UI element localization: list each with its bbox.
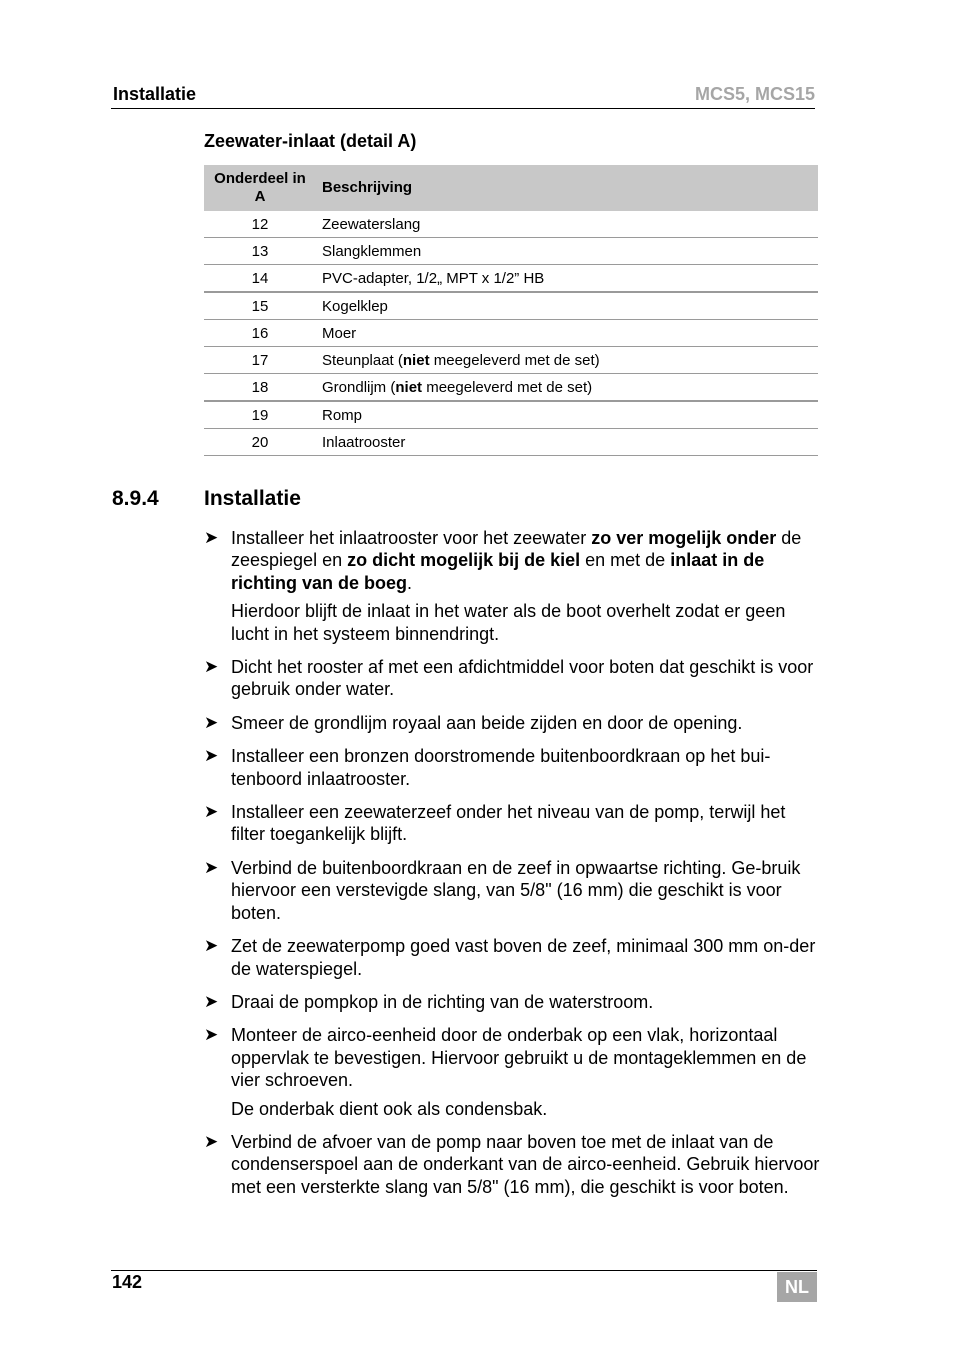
part-description: Moer xyxy=(316,320,818,347)
list-item xyxy=(204,712,820,734)
part-description: Zeewaterslang xyxy=(316,211,818,238)
part-number: 13 xyxy=(204,238,316,265)
list-item xyxy=(204,656,820,701)
page-number: 142 xyxy=(112,1272,143,1292)
parts-table xyxy=(204,165,818,456)
list-item xyxy=(204,527,820,645)
step-note: De onderbak dient ook als condensbak. xyxy=(231,1098,548,1119)
list-item xyxy=(204,991,820,1013)
table-row xyxy=(204,265,818,293)
header-model: MCS5, MCS15 xyxy=(694,84,815,104)
part-number: 14 xyxy=(204,265,316,293)
part-description: Romp xyxy=(316,401,818,429)
table-row xyxy=(204,211,818,238)
column-header-description: Beschrijving xyxy=(316,165,818,211)
step-text: Smeer de grondlijm royaal aan beide zijden en door de opening. xyxy=(231,712,743,733)
header-section: Installatie xyxy=(113,84,197,104)
step-text: Installeer het inlaatrooster voor het zeewater zo ver mogelijk onder de zeespiegel en zo dicht mogelijk bij de kiel en met de inlaat in de richting van de boeg. xyxy=(231,528,802,593)
column-header-part: Onderdeel in A xyxy=(204,165,316,211)
step-text: Verbind de afvoer van de pomp naar boven toe met de inlaat van de condenserspoel aan de onderkant van de airco-eenheid. Gebruik hiervoor met een versterkte slang van 5/8" (16 mm), die geschikt is voor boten. xyxy=(231,1131,820,1197)
part-description: Inlaatrooster xyxy=(316,429,818,456)
part-description: Grondlijm (niet meegeleverd met de set) xyxy=(316,374,818,402)
arrow-icon: ➤ xyxy=(204,1025,219,1045)
section-number: 8.9.4 xyxy=(112,487,159,510)
arrow-icon: ➤ xyxy=(204,746,219,766)
part-number: 16 xyxy=(204,320,316,347)
table-row xyxy=(204,401,818,429)
part-description: PVC-adapter, 1/2„ MPT x 1/2” HB xyxy=(316,265,818,293)
arrow-icon: ➤ xyxy=(204,802,219,822)
list-item xyxy=(204,745,820,790)
step-text: Monteer de airco-eenheid door de onderbak op een vlak, horizontaal oppervlak te bevestigen. Hiervoor gebruikt u de montageklemmen en de vier schroeven. xyxy=(231,1025,807,1091)
arrow-icon: ➤ xyxy=(204,991,219,1011)
section-title: Installatie xyxy=(204,487,301,510)
part-description: Kogelklep xyxy=(316,292,818,320)
part-description: Steunplaat (niet meegeleverd met de set) xyxy=(316,347,818,374)
page-header xyxy=(111,84,815,109)
language-badge: NL xyxy=(777,1272,817,1302)
arrow-icon: ➤ xyxy=(204,528,219,547)
table-header-row xyxy=(204,165,818,211)
step-text: Installeer een bronzen doorstromende buitenboordkraan op het bui-tenboord inlaatrooster. xyxy=(231,746,771,789)
table-row xyxy=(204,429,818,456)
step-text: Installeer een zeewaterzeef onder het niveau van de pomp, terwijl het filter toegankelijk blijft. xyxy=(231,802,786,845)
list-item xyxy=(204,1024,820,1120)
part-description: Slangklemmen xyxy=(316,238,818,265)
step-text: Zet de zeewaterpomp goed vast boven de zeef, minimaal 300 mm on-der de waterspiegel. xyxy=(231,936,816,979)
part-number: 18 xyxy=(204,374,316,402)
arrow-icon: ➤ xyxy=(204,657,219,677)
table-title: Zeewater-inlaat (detail A) xyxy=(204,131,417,151)
installation-steps xyxy=(204,527,820,1209)
list-item xyxy=(204,1131,820,1198)
arrow-icon: ➤ xyxy=(204,857,219,877)
arrow-icon: ➤ xyxy=(204,936,219,956)
step-text: Draai de pompkop in de richting van de waterstroom. xyxy=(231,991,654,1012)
list-item xyxy=(204,857,820,924)
step-text: Verbind de buitenboordkraan en de zeef in opwaartse richting. Ge-bruik hiervoor een verstevigde slang, van 5/8" (16 mm) die geschikt is voor boten. xyxy=(231,857,801,923)
step-text: Dicht het rooster af met een afdichtmiddel voor boten dat geschikt is voor gebruik onder water. xyxy=(231,657,814,700)
arrow-icon: ➤ xyxy=(204,712,219,732)
table-row xyxy=(204,347,818,374)
footer-divider xyxy=(111,1270,817,1271)
table-row xyxy=(204,320,818,347)
part-number: 20 xyxy=(204,429,316,456)
part-number: 15 xyxy=(204,292,316,320)
step-note: Hierdoor blijft de inlaat in het water als de boot overhelt zodat er geen lucht in het systeem binnendringt. xyxy=(231,601,786,644)
table-row xyxy=(204,292,818,320)
list-item xyxy=(204,801,820,846)
part-number: 17 xyxy=(204,347,316,374)
table-row xyxy=(204,374,818,402)
part-number: 12 xyxy=(204,211,316,238)
part-number: 19 xyxy=(204,401,316,429)
table-row xyxy=(204,238,818,265)
list-item xyxy=(204,935,820,980)
arrow-icon: ➤ xyxy=(204,1131,219,1151)
